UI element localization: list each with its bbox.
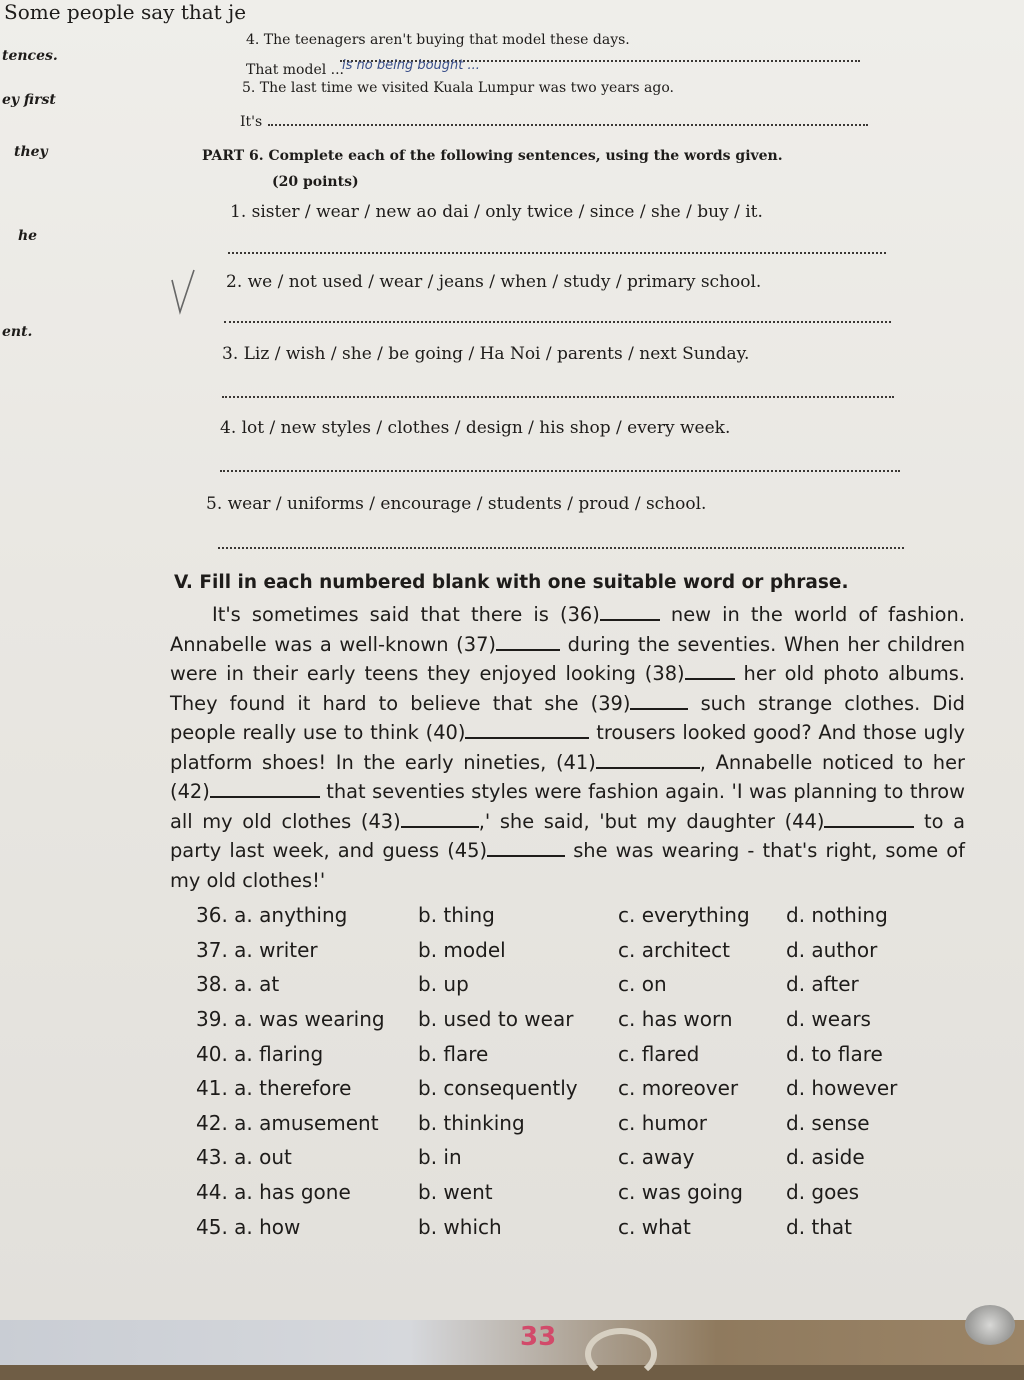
answer-blank[interactable]	[487, 837, 565, 857]
exercise-item: 5. The last time we visited Kuala Lumpur was two years ago.	[242, 80, 674, 96]
answer-blank[interactable]	[465, 719, 589, 739]
desk-surface	[0, 1320, 1024, 1365]
answer-option[interactable]: 44. a. has gone	[196, 1180, 351, 1205]
answer-option[interactable]: 45. a. how	[196, 1214, 301, 1239]
answer-option[interactable]: d. author	[786, 937, 878, 962]
answer-option[interactable]: 40. a. flaring	[196, 1041, 324, 1066]
answer-blank[interactable]	[600, 601, 660, 621]
passage-text: ,' she said, 'but my daughter (44)	[478, 809, 825, 833]
section-heading: V. Fill in each numbered blank with one suitable word or phrase.	[174, 572, 849, 593]
answer-option[interactable]: b. thing	[418, 903, 495, 928]
answer-option[interactable]: b. went	[418, 1180, 493, 1205]
answer-blank[interactable]	[210, 778, 320, 798]
handwritten-answer: is no being bought ...	[342, 58, 480, 73]
passage-text: new in the world of fashion. Annabelle was a well-known (37)	[170, 603, 965, 656]
answer-option[interactable]: c. has worn	[618, 1007, 733, 1032]
answer-option[interactable]: 43. a. out	[196, 1145, 292, 1170]
question-options-row	[196, 967, 926, 1002]
passage-text: , Annabelle noticed to her (42)	[170, 750, 965, 803]
passage-text: to a party last week, and guess (45)	[170, 809, 965, 862]
answer-option[interactable]: 39. a. was wearing	[196, 1007, 385, 1032]
answer-line[interactable]	[268, 124, 868, 126]
answer-blank[interactable]	[596, 749, 700, 769]
answer-option[interactable]: b. thinking	[418, 1110, 525, 1135]
question-options-row	[196, 1106, 926, 1141]
metal-clip-icon	[965, 1305, 1015, 1345]
passage-text: she was wearing - that's right, some of my old clothes!'	[170, 839, 965, 892]
question-options-row	[196, 1071, 926, 1106]
margin-note: tences.	[2, 48, 58, 64]
answer-option[interactable]: c. what	[618, 1214, 691, 1239]
header-fragment: Some people say that je	[4, 0, 247, 24]
answer-lead: That model ...	[246, 62, 345, 78]
sentence-prompt: 5. wear / uniforms / encourage / students / proud / school.	[206, 494, 707, 514]
answer-option[interactable]: c. was going	[618, 1180, 743, 1205]
answer-blank[interactable]	[401, 808, 479, 828]
answer-option[interactable]: d. that	[786, 1214, 853, 1239]
check-mark-icon	[168, 268, 198, 318]
answer-option[interactable]: d. goes	[786, 1180, 860, 1205]
answer-blank[interactable]	[630, 690, 688, 710]
answer-option[interactable]: d. aside	[786, 1145, 865, 1170]
passage-text: during the seventies. When her children were in their early teens they enjoyed looking (38)	[170, 632, 965, 685]
answer-option[interactable]: d. wears	[786, 1007, 871, 1032]
answer-option[interactable]: d. however	[786, 1076, 898, 1101]
cloze-passage	[170, 600, 965, 895]
margin-note: ent.	[2, 324, 33, 340]
passage-text: trousers looked good? And those ugly platform shoes! In the early nineties, (41)	[170, 721, 966, 774]
answer-option[interactable]: c. everything	[618, 903, 750, 928]
answer-line[interactable]	[218, 547, 904, 549]
exercise-item: 4. The teenagers aren't buying that model these days.	[246, 32, 630, 48]
answer-option[interactable]: d. sense	[786, 1110, 870, 1135]
answer-lead: It's	[240, 114, 263, 130]
answer-option[interactable]: c. moreover	[618, 1076, 739, 1101]
question-options-row	[196, 1175, 926, 1210]
sentence-prompt: 3. Liz / wish / she / be going / Ha Noi / parents / next Sunday.	[222, 344, 750, 364]
answer-option[interactable]: 37. a. writer	[196, 937, 318, 962]
answer-option[interactable]: 36. a. anything	[196, 903, 348, 928]
sentence-prompt: 4. lot / new styles / clothes / design / his shop / every week.	[220, 418, 731, 438]
part6-points: (20 points)	[272, 174, 359, 190]
sentence-prompt: 2. we / not used / wear / jeans / when / study / primary school.	[226, 272, 762, 292]
question-options-row	[196, 1036, 926, 1071]
answer-line[interactable]	[224, 321, 891, 323]
answer-option[interactable]: 41. a. therefore	[196, 1076, 352, 1101]
question-options-row	[196, 898, 926, 933]
answer-line[interactable]	[228, 252, 886, 254]
answer-option[interactable]: b. model	[418, 937, 506, 962]
margin-note: ey first	[2, 92, 56, 108]
answer-blank[interactable]	[685, 660, 735, 680]
answer-option[interactable]: b. flare	[418, 1041, 489, 1066]
answer-option[interactable]: 42. a. amusement	[196, 1110, 379, 1135]
passage-text: that seventies styles were fashion again. 'I was planning to throw all my old clothes (43)	[170, 780, 965, 833]
answer-option[interactable]: d. to flare	[786, 1041, 883, 1066]
answer-option[interactable]: b. which	[418, 1214, 502, 1239]
answer-blank[interactable]	[824, 808, 914, 828]
page-number: 33	[520, 1322, 557, 1352]
answer-option[interactable]: d. after	[786, 972, 859, 997]
part6-heading: PART 6. Complete each of the following sentences, using the words given.	[202, 148, 783, 164]
passage-text: her old photo albums. They found it hard to believe that she (39)	[170, 662, 965, 715]
question-options-row	[196, 1140, 926, 1175]
answer-option[interactable]: c. flared	[618, 1041, 700, 1066]
passage-text: such strange clothes. Did people really use to think (40)	[170, 691, 965, 744]
answer-option[interactable]: 38. a. at	[196, 972, 280, 997]
options-table	[196, 898, 926, 1244]
answer-line[interactable]	[222, 396, 894, 398]
question-options-row	[196, 1002, 926, 1037]
margin-note: he	[18, 228, 38, 244]
answer-option[interactable]: d. nothing	[786, 903, 888, 928]
answer-blank[interactable]	[496, 631, 560, 651]
answer-line[interactable]	[220, 470, 900, 472]
binder-ring-icon	[585, 1328, 657, 1380]
answer-option[interactable]: b. used to wear	[418, 1007, 574, 1032]
margin-note: they	[14, 144, 48, 160]
question-options-row	[196, 933, 926, 968]
answer-option[interactable]: b. up	[418, 972, 469, 997]
question-options-row	[196, 1209, 926, 1244]
answer-option[interactable]: c. on	[618, 972, 667, 997]
sentence-prompt: 1. sister / wear / new ao dai / only twice / since / she / buy / it.	[230, 202, 763, 222]
answer-option[interactable]: b. in	[418, 1145, 462, 1170]
passage-text: It's sometimes said that there is (36)	[212, 603, 600, 626]
answer-option[interactable]: c. architect	[618, 937, 730, 962]
answer-option[interactable]: c. humor	[618, 1110, 708, 1135]
answer-option[interactable]: c. away	[618, 1145, 695, 1170]
answer-option[interactable]: b. consequently	[418, 1076, 578, 1101]
